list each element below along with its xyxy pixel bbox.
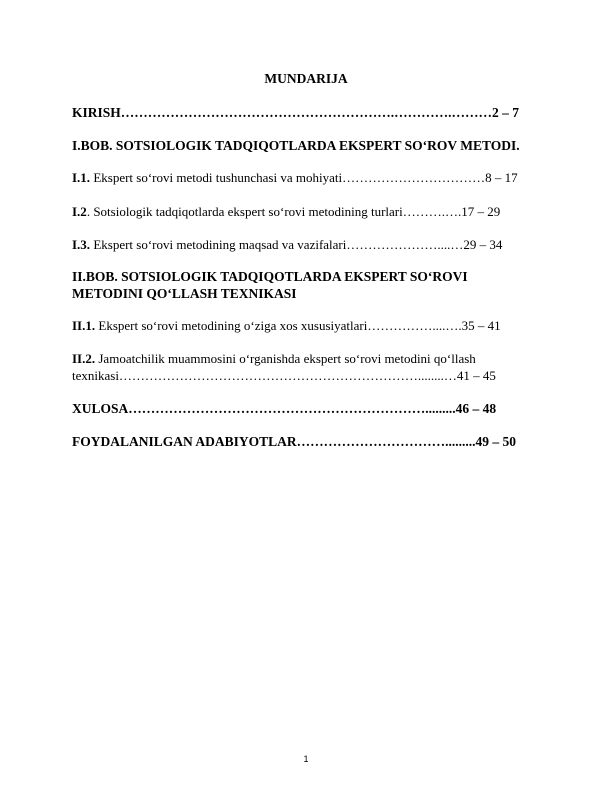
toc-entry-adabiyotlar [72, 433, 516, 450]
toc-entry-1-3 [72, 236, 502, 253]
toc-entry-text-line1: Jamoatchilik muammosini o‘rganishda ekspert so‘rovi metodini qo‘llash [95, 351, 476, 366]
toc-entry-text-line1: II.BOB. SOTSIOLOGIK TADQIQOTLARDA EKSPERT SO‘ROVI [72, 269, 468, 284]
toc-entry-text: . Sotsiologik tadqiqotlarda ekspert so‘rovi metodining turlari……….….17 – 29 [86, 204, 501, 219]
toc-entry-text: Ekspert so‘rovi metodining o‘ziga xos xususiyatlari……………....….35 – 41 [95, 318, 501, 333]
toc-entry-text-line2: METODINI QO‘LLASH TEXNIKASI [72, 286, 297, 301]
toc-entry-text: XULOSA………………………………………………………….........46 – 48 [72, 401, 497, 416]
toc-entry-text-line2: texnikasi……………………………………………………………........…41 – 45 [72, 368, 496, 383]
toc-entry-2-1 [72, 317, 501, 334]
toc-entry-xulosa [72, 400, 496, 417]
toc-entry-2-2 [72, 350, 496, 384]
toc-entry-text: Ekspert so‘rovi metodining maqsad va vazifalari…………………....…29 – 34 [90, 237, 503, 252]
toc-entry-text: Ekspert so‘rovi metodi tushunchasi va mohiyati……………………………8 – 17 [90, 170, 518, 185]
page-title: MUNDARIJA [264, 71, 348, 86]
section-number: I.1. [72, 170, 91, 185]
toc-entry-1-1 [72, 169, 518, 186]
section-number: I.3. [72, 237, 91, 252]
page-number: 1 [303, 754, 309, 764]
section-number: II.2. [72, 351, 96, 366]
toc-chapter-1-heading [72, 137, 520, 154]
toc-entry-kirish [72, 104, 519, 121]
toc-chapter-2-heading [72, 268, 468, 302]
toc-entry-text: KIRISH…………………………………………………….………….………2 – 7 [72, 105, 520, 120]
section-number: I.2 [72, 204, 87, 219]
toc-entry-text: FOYDALANILGAN ADABIYOTLAR…………………………….........49 – 50 [72, 434, 517, 449]
toc-entry-text: I.BOB. SOTSIOLOGIK TADQIQOTLARDA EKSPERT SO‘ROV METODI. [72, 138, 520, 153]
toc-entry-1-2 [72, 203, 500, 220]
section-number: II.1. [72, 318, 96, 333]
